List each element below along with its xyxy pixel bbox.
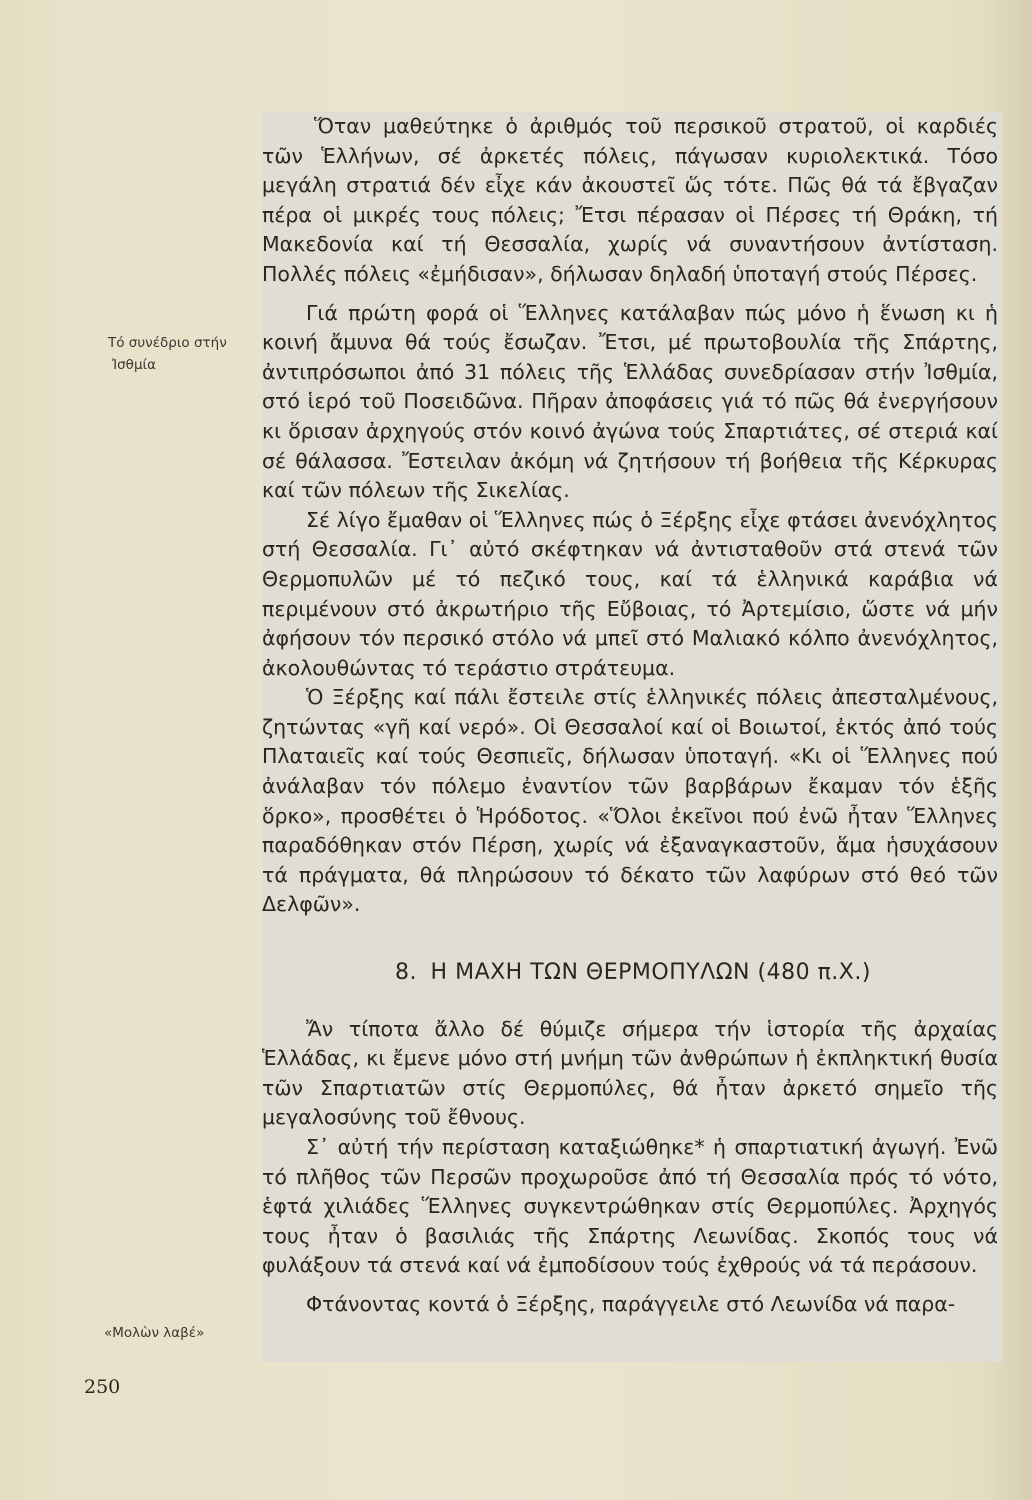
- page-number: 250: [84, 1376, 121, 1398]
- paragraph: Ἄν τίποτα ἄλλο δέ θύμιζε σήμερα τήν ἱστορία τῆς ἀρχαίας Ἑλλάδας, κι ἔμενε μόνο στή μνήμη τῶν ἀνθρώπων ἡ ἐκπληκτική θυσία τῶν Σπαρτιατῶν στίς Θερμοπύλες, θά ἦταν ἀρκετό σημεῖο τῆς μεγαλοσύνης τοῦ ἔθνους.: [262, 1016, 998, 1130]
- chapter-heading: [262, 958, 998, 988]
- paragraph: Ὅταν μαθεύτηκε ὁ ἀριθμός τοῦ περσικοῦ στρατοῦ, οἱ καρδιές τῶν Ἑλλήνων, σέ ἀρκετές πόλεις, πάγωσαν κυριολεκτικά. Τόσο μεγάλη στρατιά δέν εἶχε κάν ἀκουστεῖ ὥς τότε. Πῶς θά τά ἔβγαζαν πέρα οἱ μικρές τους πόλεις; Ἔτσι πέρασαν οἱ Πέρσες τή Θράκη, τή Μακεδονία καί τή Θεσσαλία, χωρίς νά συναντήσουν ἀντίσταση. Πολλές πόλεις «ἐμήδισαν», δήλωσαν δηλαδή ὑποταγή στούς Πέρσες.: [262, 114, 998, 286]
- margin-note-molon-labe: «Μολὼν λαβέ»: [104, 1325, 205, 1341]
- paragraph: Σέ λίγο ἔμαθαν οἱ Ἕλληνες πώς ὁ Ξέρξης εἶχε φτάσει ἀνενόχλητος στή Θεσσαλία. Γι᾿ αὐτό σκέφτηκαν νά ἀντισταθοῦν στά στενά τῶν Θερμοπυλῶν μέ τό πεζικό τους, καί τά ἑλληνικά καράβια νά περιμένουν στό ἀκρωτήριο τῆς Εὔβοιας, τό Ἀρτεμίσιο, ὥστε νά μήν ἀφήσουν τόν περσικό στόλο νά μπεῖ στό Μαλιακό κόλπο ἀνενόχλητος, ἀκολουθώντας τό τεράστιο στράτευμα.: [262, 507, 998, 680]
- chapter-title: Η ΜΑΧΗ ΤΩΝ ΘΕΡΜΟΠΥΛΩΝ (480 π.Χ.): [430, 960, 871, 986]
- paragraph: Φτάνοντας κοντά ὁ Ξέρξης, παράγγειλε στό Λεωνίδα νά παρα-: [306, 1291, 956, 1316]
- margin-note-isthmia-line1: Τό συνέδριο στήν: [108, 335, 227, 351]
- margin-note-isthmia-line2: Ἰσθμία: [112, 357, 157, 373]
- main-text: [262, 112, 998, 1320]
- paragraph: Ὁ Ξέρξης καί πάλι ἔστειλε στίς ἑλληνικές πόλεις ἀπεσταλμένους, ζητώντας «γῆ καί νερό». Οἱ Θεσσαλοί καί οἱ Βοιωτοί, ἐκτός ἀπό τούς Πλαταιεῖς καί τούς Θεσπιεῖς, δήλωσαν ὑποταγή. «Κι οἱ Ἕλληνες πού ἀνάλαβαν τόν πόλεμο ἐναντίον τῶν βαρβάρων ἔκαμαν τόν ἑξῆς ὅρκο», προσθέτει ὁ Ἡρόδοτος. «Ὅλοι ἐκεῖνοι πού ἐνῶ ἦταν Ἕλληνες παραδόθηκαν στόν Πέρση, χωρίς νά ἐξαναγκαστοῦν, ἅμα ἡσυχάσουν τά πράγματα, θά πληρώσουν τό δέκατο τῶν λαφύρων στό θεό τῶν Δελφῶν».: [262, 685, 998, 917]
- margin-note-isthmia: [108, 332, 258, 376]
- paragraph: Γιά πρώτη φορά οἱ Ἕλληνες κατάλαβαν πώς μόνο ἡ ἕνωση κι ἡ κοινή ἄμυνα θά τούς ἔσωζαν. Ἔτσι, μέ πρωτοβουλία τῆς Σπάρτης, ἀντιπρόσωποι ἀπό 31 πόλεις τῆς Ἑλλάδας συνεδρίασαν στήν Ἰσθμία, στό ἱερό τοῦ Ποσειδῶνα. Πῆραν ἀποφάσεις γιά τό πῶς θά ἐνεργήσουν κι ὅρισαν ἀρχηγούς στόν κοινό ἀγώνα τούς Σπαρτιάτες, σέ στεριά καί σέ θάλασσα. Ἔστειλαν ἀκόμη νά ζητήσουν τή βοήθεια τῆς Κέρκυρας καί τῶν πόλεων τῆς Σικελίας.: [262, 300, 998, 503]
- chapter-number: 8.: [395, 960, 418, 986]
- paragraph: Σ᾿ αὐτή τήν περίσταση καταξιώθηκε* ἡ σπαρτιατική ἀγωγή. Ἐνῶ τό πλῆθος τῶν Περσῶν προχωροῦσε ἀπό τή Θεσσαλία πρός τό νότο, ἑφτά χιλιάδες Ἕλληνες συγκεντρώθηκαν στίς Θερμοπύλες. Ἀρχηγός τους ἦταν ὁ βασιλιάς τῆς Σπάρτης Λεωνίδας. Σκοπός τους νά φυλάξουν τά στενά καί νά ἐμποδίσουν τούς ἐχθρούς νά τά περάσουν.: [262, 1135, 998, 1278]
